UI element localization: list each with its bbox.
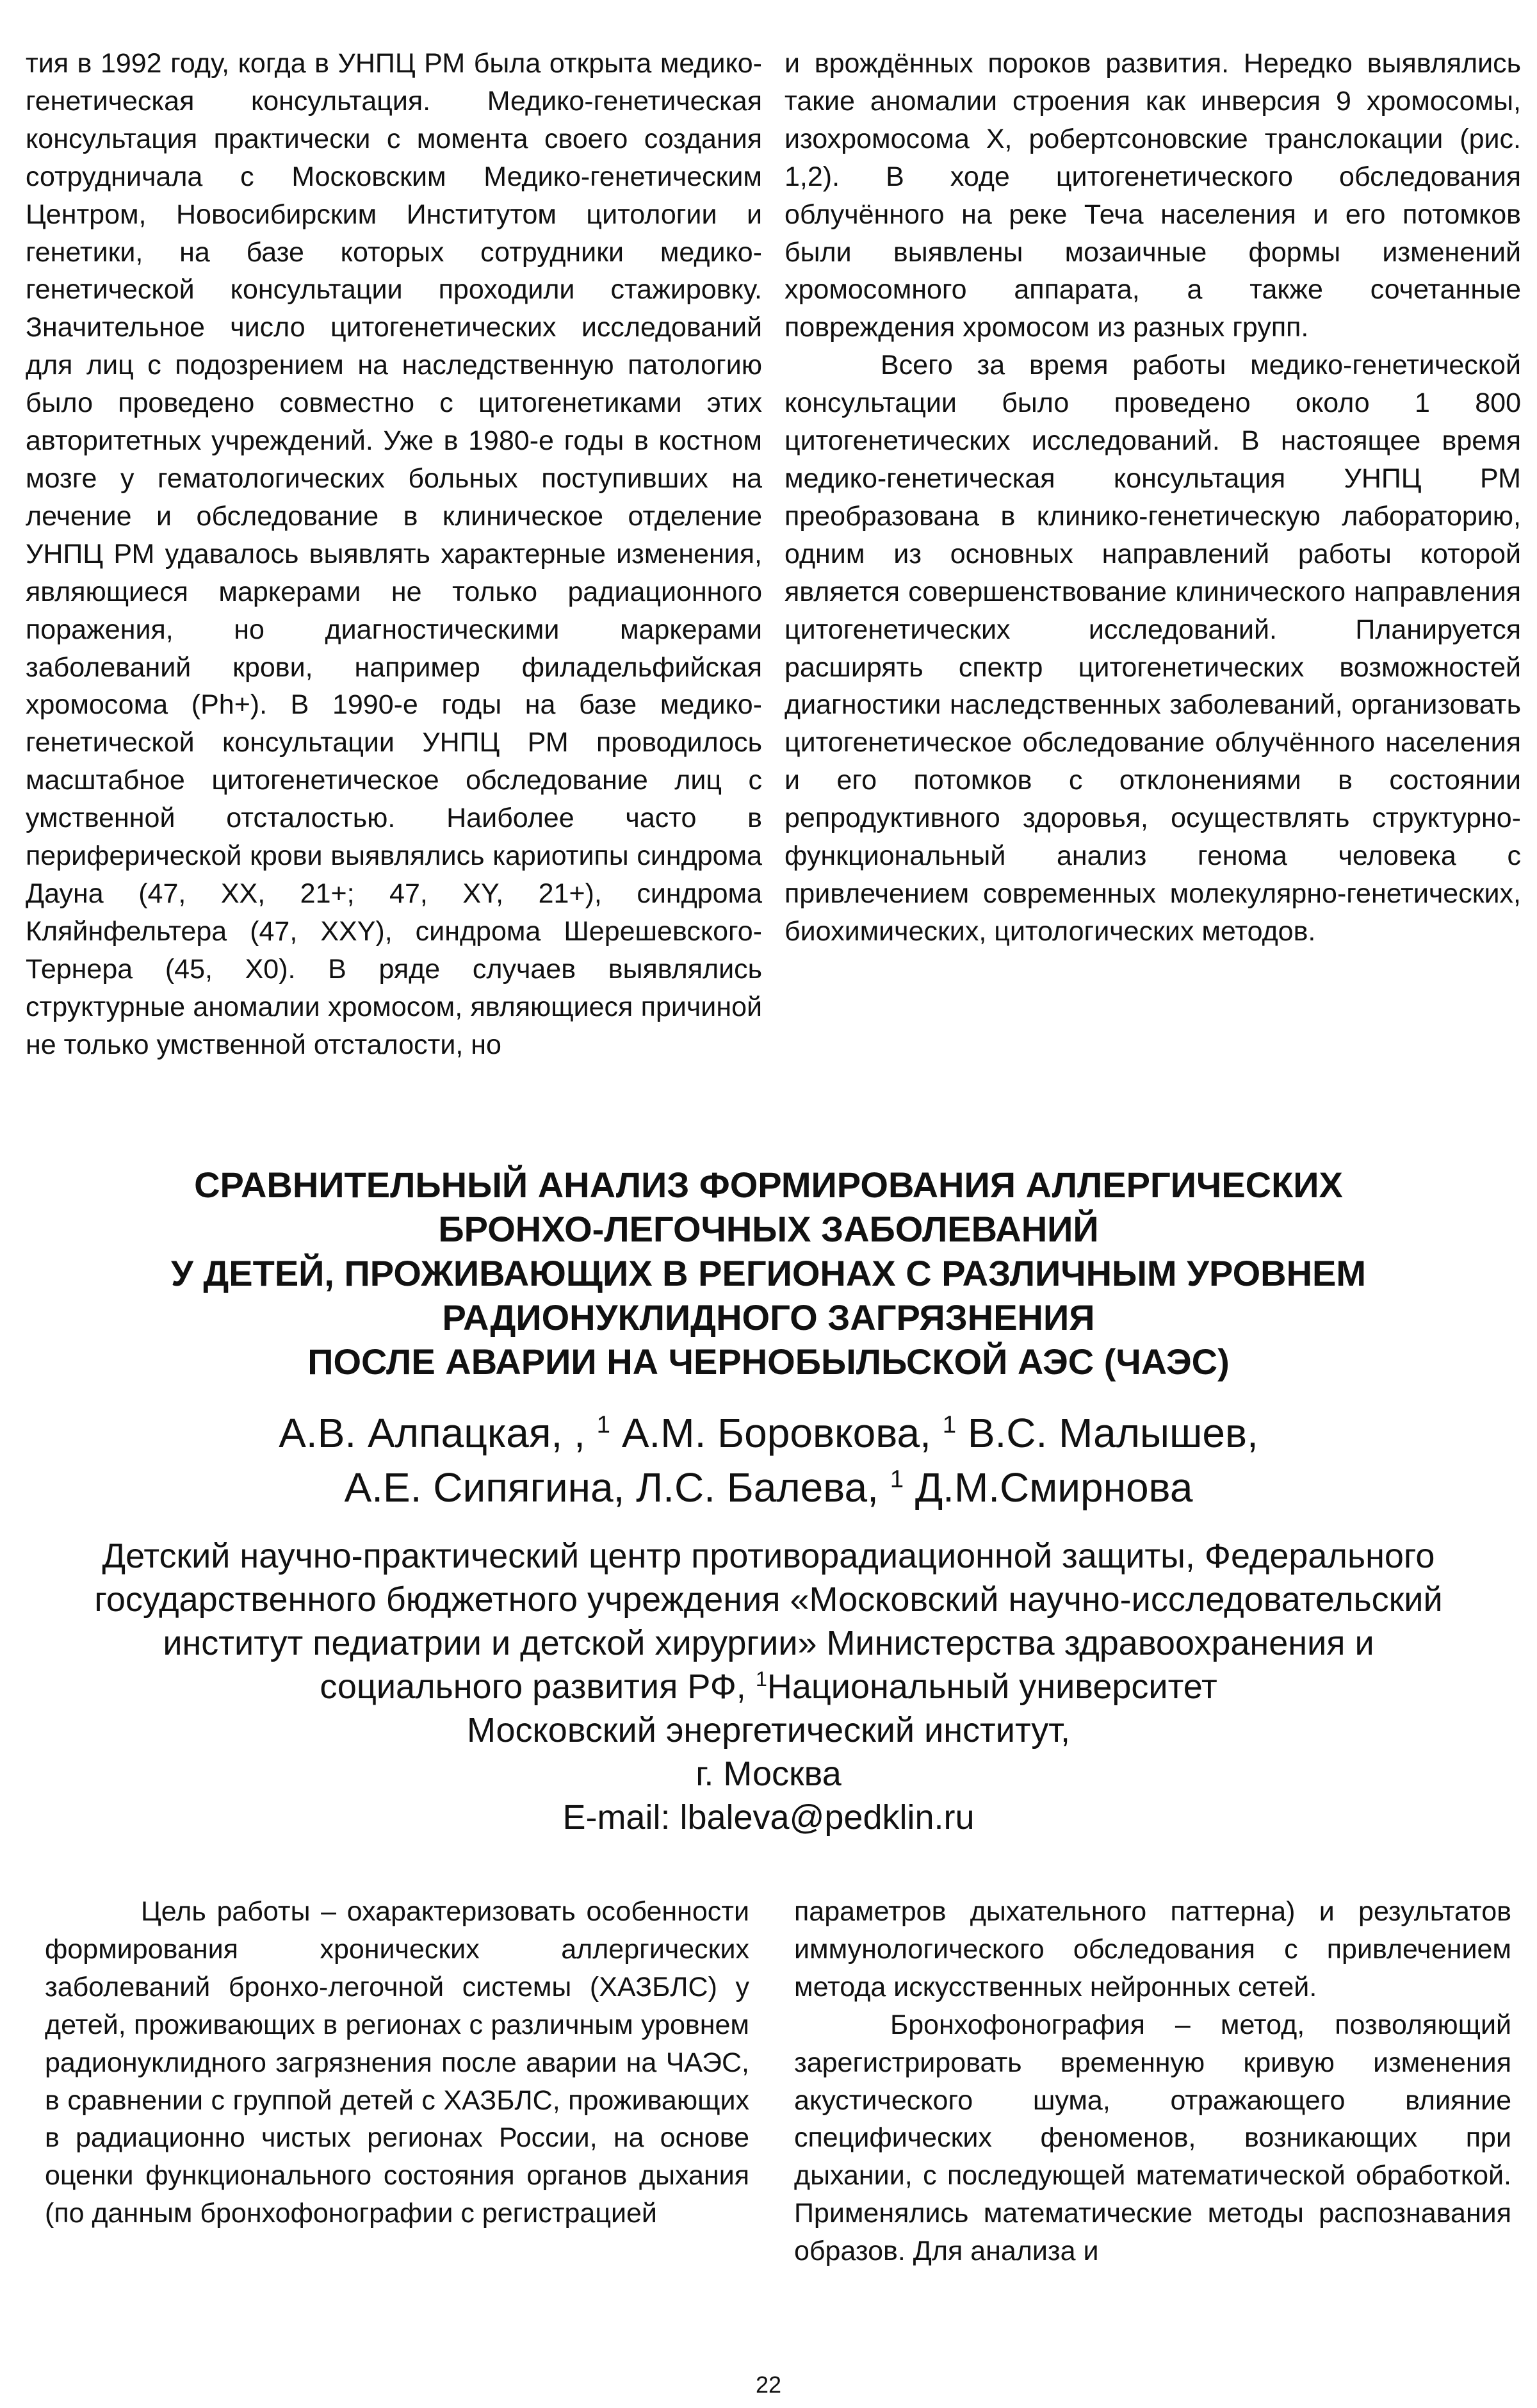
page-number: 22 [755,2371,782,2398]
affiliation [38,1534,1499,1839]
city: г. Москва [695,1755,842,1793]
affiliation-marker: 1 [942,1411,957,1439]
email[interactable]: E-mail: lbaleva@pedklin.ru [562,1798,975,1837]
title-line: СРАВНИТЕЛЬНЫЙ АНАЛИЗ ФОРМИРОВАНИЯ АЛЛЕРГИЧЕСКИХ [194,1165,1343,1205]
paragraph: Всего за время работы медико-генетической консультации было проведено около 1 800 цитогенетических исследований. В настоящее время медико-генетическая консультация УНПЦ РМ преобразована в клинико-генетическую лабораторию, одним из основных направлений работы которой является совершенствование клинического направления цитогенетических исследований. Планируется расширять спектр цитогенетических возможностей диагностики наследственных заболеваний, организовать цитогенетическое обследование облучённого населения и его потомков с отклонениями в состоянии репродуктивного здоровья, осуществлять структурно-функциональный анализ генома человека с привлечением современных молекулярно-генетических, биохимических, цитологических методов. [785,350,1521,947]
author-name: А.М. Боровкова, [621,1410,931,1456]
paragraph: Цель работы – охарактеризовать особенности формирования хронических аллергических заболеваний бронхо-легочной системы (ХАЗБЛС) у детей, проживающих в регионах с различным уровнем радионуклидного загрязнения после аварии на ЧАЭС, в сравнении с группой детей с ХАЗБЛС, проживающих в радиационно чистых регионах России, на основе оценки функционального состояния органов дыхания (по данным бронхофонографии с регистрацией [45,1896,749,2229]
affiliation-line: государственного бюджетного учреждения «Московский научно-исследовательский [94,1580,1443,1619]
affiliation-line: Московский энергетический институт, [466,1711,1071,1749]
affiliation-text: социального развития РФ, [320,1667,746,1706]
affiliation-marker: 1 [755,1667,767,1691]
article-title [64,1163,1473,1384]
author-name: А.Е. Сипягина, Л.С. Балева, [344,1464,879,1511]
article-left-column [45,1893,749,2232]
affiliation-marker: 1 [890,1465,904,1493]
affiliation-line: институт педиатрии и детской хирургии» Министерства здравоохранения и [163,1624,1374,1662]
paragraph: тия в 1992 году, когда в УНПЦ РМ была открыта медико-генетическая консультация. Медико-генетическая консультация практически с момента своего создания сотрудничала с Московским Медико-генетическим Центром, Новосибирским Институтом цитологии и генетики, на базе которых сотрудники медико-генетической консультации проходили стажировку. Значительное число цитогенетических исследований для лиц с подозрением на наследственную патологию было проведено совместно с цитогенетиками этих авторитетных учреждений. Уже в 1980-е годы в костном мозге у гематологических больных поступивших на лечение и обследование в клиническое отделение УНПЦ РМ удавалось выявлять характерные изменения, являющиеся маркерами не только радиационного поражения, но диагностическими маркерами заболеваний крови, например филадельфийская хромосома (Ph+). В 1990-е годы на базе медико-генетической консультации УНПЦ РМ проводилось масштабное цитогенетическое обследование лиц с умственной отсталостью. Наиболее часто в периферической крови выявлялись кариотипы синдрома Дауна (47, XX, 21+; 47, XY, 21+), синдрома Кляйнфельтера (47, XXY), синдрома Шерешевского-Тернера (45, X0). В ряде случаев выявлялись структурные аномалии хромосом, являющиеся причиной не только умственной отсталости, но [26,48,762,1060]
affiliation-marker: 1 [596,1411,611,1439]
affiliation-line [38,1665,1499,1708]
authors-line [64,1406,1473,1461]
authors [64,1406,1473,1515]
author-name: В.С. Малышев, [967,1410,1258,1456]
authors-line [64,1461,1473,1515]
paragraph: и врождённых пороков развития. Нередко выявлялись такие аномалии строения как инверсия 9 хромосомы, изохромосома X, робертсоновские транслокации (рис. 1,2). В ходе цитогенетического обследования облучённого на реке Теча населения и его потомков были выявлены мозаичные формы изменений хромосомного аппарата, а также сочетанные повреждения хромосом из разных групп. [785,48,1521,343]
title-line: ПОСЛЕ АВАРИИ НА ЧЕРНОБЫЛЬСКОЙ АЭС (ЧАЭС) [307,1341,1230,1382]
affiliation-text: Национальный университет [767,1667,1217,1706]
title-line: У ДЕТЕЙ, ПРОЖИВАЮЩИХ В РЕГИОНАХ С РАЗЛИЧНЫМ УРОВНЕМ [170,1253,1367,1293]
paragraph: параметров дыхательного паттерна) и результатов иммунологического обследования с привлечением метода искусственных нейронных сетей. [794,1896,1511,2003]
paragraph: Бронхофонография – метод, позволяющий зарегистрировать временную кривую изменения акустического шума, отражающего влияние специфических феноменов, возникающих при дыхании, с последующей математической обработкой. Применялись математические методы распознавания образов. Для анализа и [794,2009,1511,2267]
title-line: БРОНХО-ЛЕГОЧНЫХ ЗАБОЛЕВАНИЙ [438,1209,1099,1249]
affiliation-line: Детский научно-практический центр противорадиационной защиты, Федерального [102,1537,1435,1575]
author-name: А.В. Алпацкая, , [279,1410,585,1456]
top-right-column [785,45,1521,951]
article-right-column [794,1893,1511,2270]
author-name: Д.М.Смирнова [915,1464,1193,1511]
title-line: РАДИОНУКЛИДНОГО ЗАГРЯЗНЕНИЯ [442,1297,1095,1338]
top-left-column [26,45,762,1063]
